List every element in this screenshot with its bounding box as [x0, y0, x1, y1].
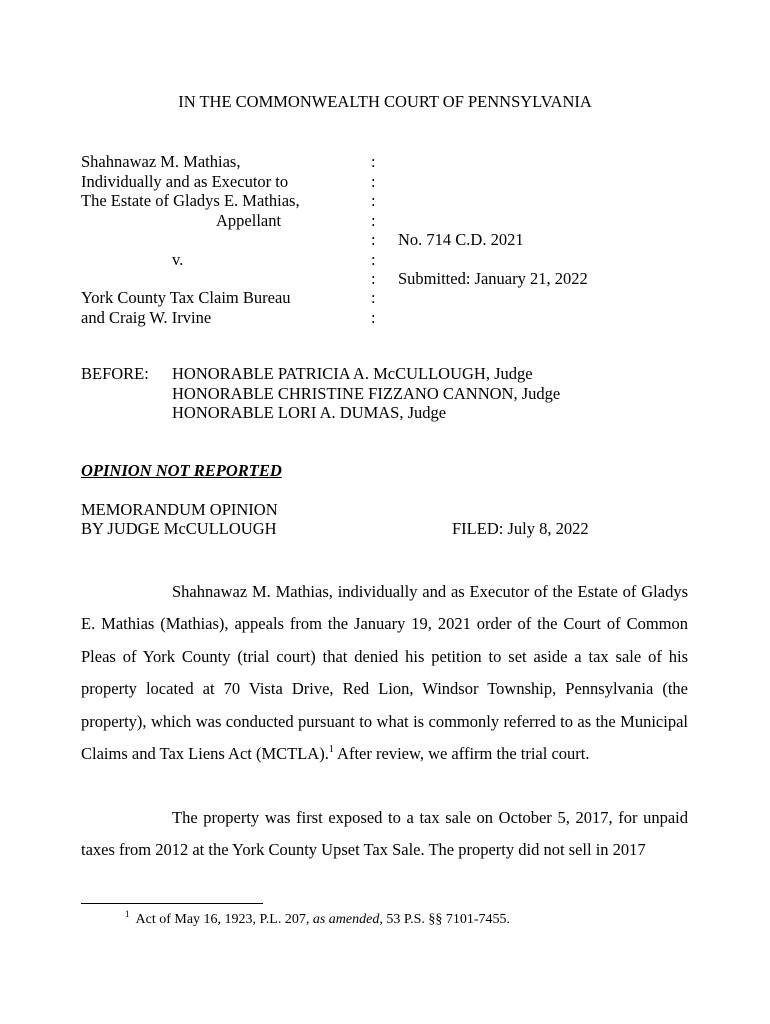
judge-dumas: HONORABLE LORI A. DUMAS, Judge: [172, 403, 447, 422]
appellant-capacity: Individually and as Executor to: [81, 172, 289, 191]
caption-colon: :: [371, 288, 376, 307]
paragraph-1-text-end: After review, we affirm the trial court.: [333, 744, 590, 764]
paragraph-2-text: The property was first exposed to a tax sale on October 5, 2017, for unpaid taxes from 2012 at the York County Upset Tax Sale. The property did not sell in 2017: [81, 808, 688, 860]
author-judge-label: BY JUDGE McCULLOUGH: [81, 519, 277, 538]
appellant-role: Appellant: [216, 211, 282, 230]
caption-colon: :: [371, 269, 376, 288]
caption-colon: :: [371, 230, 376, 249]
caption-colon: :: [371, 172, 376, 191]
caption-colon: :: [371, 211, 376, 230]
appellee-name: York County Tax Claim Bureau: [81, 288, 291, 307]
appellant-estate: The Estate of Gladys E. Mathias,: [81, 191, 300, 210]
submitted-date: Submitted: January 21, 2022: [398, 269, 588, 288]
judge-fizzano-cannon: HONORABLE CHRISTINE FIZZANO CANNON, Judge: [172, 384, 561, 403]
appellee-name-2: and Craig W. Irvine: [81, 308, 212, 327]
judge-mccullough: HONORABLE PATRICIA A. McCULLOUGH, Judge: [172, 364, 533, 383]
footnote-reference[interactable]: 1: [328, 744, 334, 756]
paragraph-1-text: Shahnawaz M. Mathias, individually and as Executor of the Estate of Gladys E. Mathias (Mathias), appeals from the January 19, 2021 order of the Court of Common Pleas of York County (trial court) that denied his petition to set aside a tax sale of his property located at 70 Vista Drive, Red Lion, Windsor Township, Pennsylvania (the property), which was conducted pursuant to what is commonly referred to as the Municipal Claims and Tax Liens Act (MCTLA).: [81, 582, 688, 764]
opinion-not-reported: OPINION NOT REPORTED: [81, 461, 282, 480]
caption-colon: :: [371, 250, 376, 269]
appellant-name: Shahnawaz M. Mathias,: [81, 152, 241, 171]
footnote: [125, 909, 511, 928]
docket-number: No. 714 C.D. 2021: [398, 230, 524, 249]
versus: v.: [172, 250, 184, 269]
footnote-italic-text: as amended: [312, 912, 380, 927]
footnote-divider: [81, 903, 263, 904]
filed-date: FILED: July 8, 2022: [452, 519, 589, 538]
footnote-citation: , 53 P.S. §§ 7101-7455.: [379, 912, 511, 927]
caption-colon: :: [371, 152, 376, 171]
footnote-number: 1: [125, 909, 130, 919]
caption-colon: :: [371, 308, 376, 327]
body-paragraph-2: [81, 802, 688, 867]
body-paragraph-1: [81, 576, 688, 770]
memorandum-opinion-label: MEMORANDUM OPINION: [81, 500, 278, 519]
caption-colon: :: [371, 191, 376, 210]
footnote-text: Act of May 16, 1923, P.L. 207,: [135, 912, 313, 927]
court-title: IN THE COMMONWEALTH COURT OF PENNSYLVANIA: [178, 92, 592, 111]
before-label: BEFORE:: [81, 364, 149, 383]
